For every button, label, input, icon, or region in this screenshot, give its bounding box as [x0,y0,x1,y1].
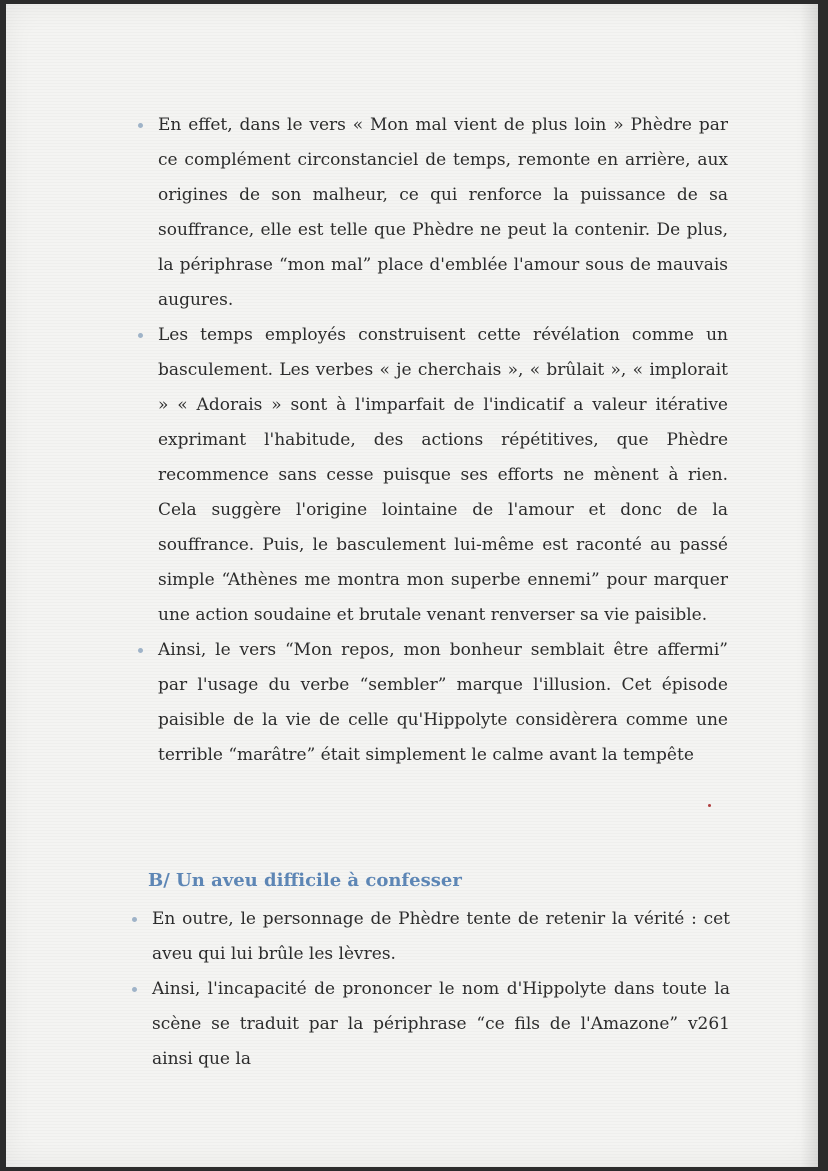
section-b-list [152,902,730,1077]
section-a-list [158,108,728,773]
list-item [158,633,728,773]
section-a-body [158,108,728,773]
list-item [158,108,728,318]
list-item [158,318,728,633]
bullet-icon [138,333,143,338]
paragraph: Ainsi, l'incapacité de prononcer le nom d'Hippolyte dans toute la scène se traduit par la périphrase “ce fils de l'Amazone” v261 ainsi que la [152,979,730,1069]
paragraph: Ainsi, le vers “Mon repos, mon bonheur semblait être affermi” par l'usage du verbe “sembler” marque l'illusion. Cet épisode paisible de la vie de celle qu'Hippolyte considèrera comme une terrible “marâtre” était simplement le calme avant la tempête [158,640,728,765]
paragraph: En outre, le personnage de Phèdre tente de retenir la vérité : cet aveu qui lui brûle les lèvres. [152,909,730,964]
bullet-icon [138,648,143,653]
document-page [6,4,818,1167]
list-item [152,902,730,972]
bullet-icon [132,987,137,992]
bullet-icon [138,123,143,128]
section-b-body [152,902,730,1077]
scan-speck [708,804,711,807]
paragraph: En effet, dans le vers « Mon mal vient de plus loin » Phèdre par ce complément circonstanciel de temps, remonte en arrière, aux origines de son malheur, ce qui renforce la puissance de sa souffrance, elle est telle que Phèdre ne peut la contenir. De plus, la périphrase “mon mal” place d'emblée l'amour sous de mauvais augures. [158,115,728,310]
list-item [152,972,730,1077]
page-edge-shadow [800,4,818,1167]
paragraph: Les temps employés construisent cette révélation comme un basculement. Les verbes « je cherchais », « brûlait », « implorait » « Adorais » sont à l'imparfait de l'indicatif a valeur itérative exprimant l'habitude, des actions répétitives, que Phèdre recommence sans cesse puisque ses efforts ne mènent à rien. Cela suggère l'origine lointaine de l'amour et donc de la souffrance. Puis, le basculement lui-même est raconté au passé simple “Athènes me montra mon superbe ennemi” pour marquer une action soudaine et brutale venant renverser sa vie paisible. [158,325,728,625]
bullet-icon [132,917,137,922]
section-heading: B/ Un aveu difficile à confesser [148,870,462,891]
